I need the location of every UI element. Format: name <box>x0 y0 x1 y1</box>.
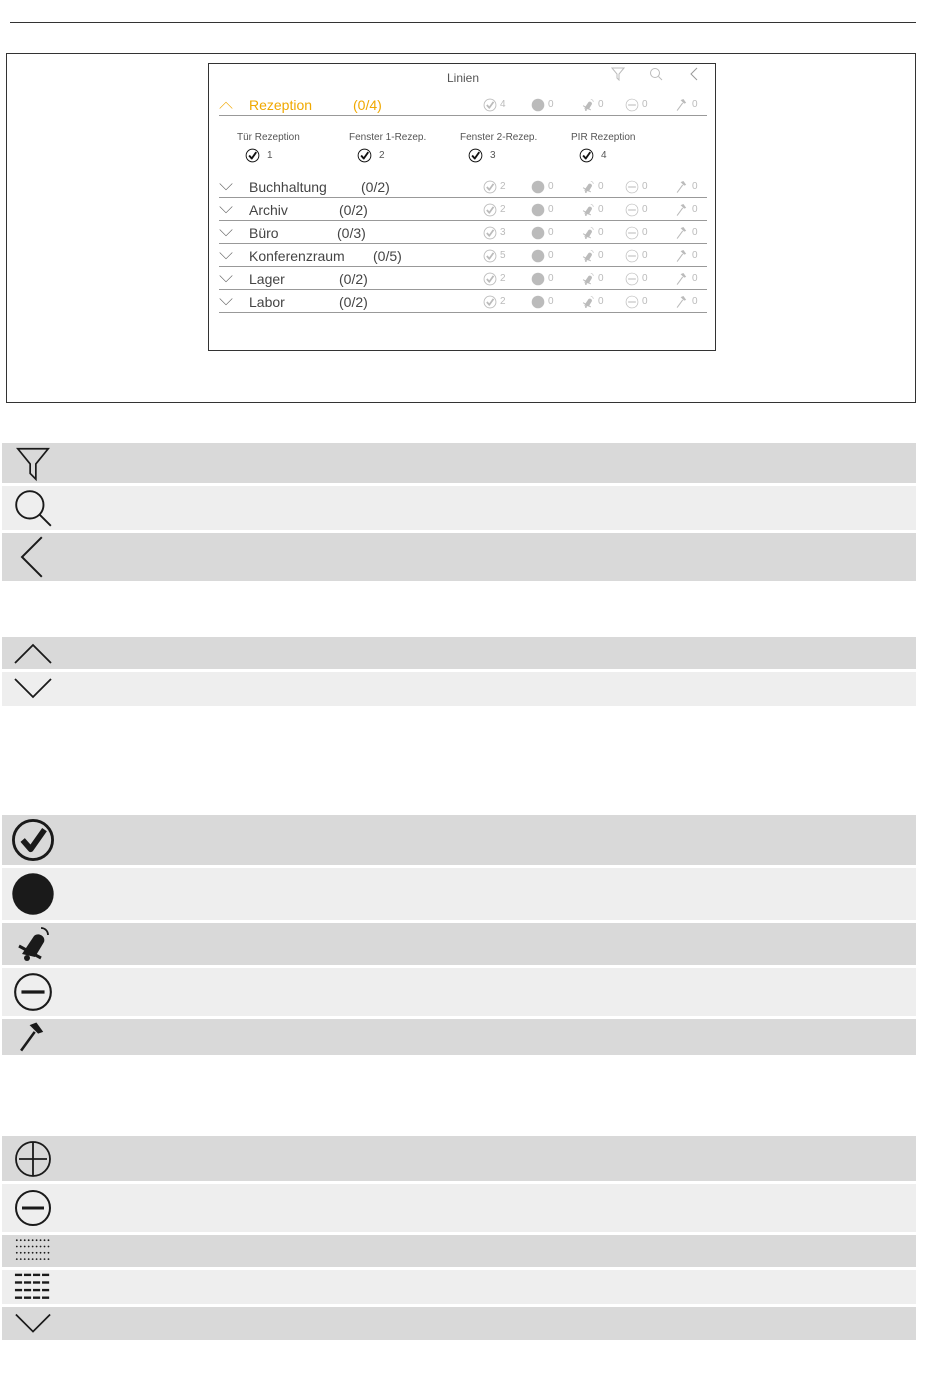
legend-description-cell <box>64 1235 916 1267</box>
group-name: Buchhaltung <box>249 179 327 195</box>
group-row[interactable] <box>219 94 707 116</box>
legend-row <box>2 923 916 965</box>
zone-number: 3 <box>490 150 496 161</box>
minus-circle-icon <box>625 249 639 263</box>
check-circle-icon <box>10 817 56 863</box>
legend-description-cell <box>64 533 916 581</box>
legend-row <box>2 968 916 1016</box>
stat-alarm <box>581 180 604 194</box>
stat-service <box>675 272 698 286</box>
zone-check[interactable] <box>357 148 372 166</box>
stat-disabled <box>625 272 648 286</box>
group-count: (0/5) <box>373 248 402 264</box>
stat-value: 0 <box>692 181 698 192</box>
hammer-icon <box>675 295 689 309</box>
stat-value: 0 <box>692 296 698 307</box>
legend-row <box>2 1270 916 1304</box>
group-name: Rezeption <box>249 97 313 113</box>
filled-circle-icon <box>531 98 545 112</box>
stat-value: 0 <box>642 273 648 284</box>
stat-disabled <box>625 249 648 263</box>
stat-service <box>675 203 698 217</box>
legend-icon-cell <box>2 1019 64 1055</box>
filter-icon <box>14 444 52 482</box>
filled-circle-icon <box>531 180 545 194</box>
check-circle-icon <box>483 249 497 263</box>
stat-active <box>531 249 554 263</box>
chevron-down-icon <box>219 295 233 309</box>
filled-circle-icon <box>531 226 545 240</box>
zone-item[interactable] <box>349 132 427 161</box>
legend-icon-cell <box>2 815 64 865</box>
legend-icon-cell <box>2 1307 64 1340</box>
stat-ok <box>483 98 506 112</box>
zone-item[interactable] <box>571 132 636 161</box>
legend-icon-cell <box>2 443 64 483</box>
legend-row <box>2 1184 916 1232</box>
stat-value: 0 <box>642 99 648 110</box>
legend-icon-cell <box>2 1136 64 1181</box>
stat-value: 0 <box>598 296 604 307</box>
back-icon[interactable] <box>687 67 701 81</box>
filled-circle-icon <box>531 295 545 309</box>
stat-value: 0 <box>598 99 604 110</box>
lines-panel <box>208 63 716 351</box>
minus-circle-icon <box>625 226 639 240</box>
stat-value: 0 <box>548 273 554 284</box>
legend-icon-cell <box>2 1184 64 1232</box>
group-name: Lager <box>249 271 285 287</box>
bell-off-icon <box>581 203 595 217</box>
stat-disabled <box>625 98 648 112</box>
bell-off-icon <box>581 226 595 240</box>
hammer-icon <box>16 1020 50 1054</box>
page-top-rule <box>10 22 916 23</box>
stat-value: 5 <box>500 250 506 261</box>
group-count: (0/3) <box>337 225 366 241</box>
stat-disabled <box>625 295 648 309</box>
legend-row <box>2 868 916 920</box>
stat-value: 0 <box>548 296 554 307</box>
group-name: Konferenzraum <box>249 248 345 264</box>
zone-label: Tür Rezeption <box>237 132 300 143</box>
chevron-down-icon <box>219 180 233 194</box>
group-name: Labor <box>249 294 285 310</box>
bell-off-icon <box>581 180 595 194</box>
group-name: Büro <box>249 225 279 241</box>
bell-off-icon <box>581 98 595 112</box>
stat-value: 0 <box>692 250 698 261</box>
legend-description-cell <box>64 1270 916 1304</box>
stat-value: 0 <box>598 273 604 284</box>
check-circle-icon <box>483 226 497 240</box>
legend-row <box>2 533 916 581</box>
hammer-icon <box>675 226 689 240</box>
check-circle-icon <box>245 148 260 163</box>
back-icon <box>11 535 55 579</box>
hammer-icon <box>675 180 689 194</box>
panel-title: Linien <box>446 71 480 85</box>
stat-value: 2 <box>500 273 506 284</box>
chevron-down-icon <box>14 1305 52 1343</box>
stat-alarm <box>581 203 604 217</box>
stat-value: 0 <box>548 227 554 238</box>
stat-value: 0 <box>598 204 604 215</box>
group-count: (0/2) <box>339 202 368 218</box>
legend-row <box>2 637 916 669</box>
filled-circle-icon <box>531 203 545 217</box>
group-count: (0/2) <box>339 294 368 310</box>
stat-value: 0 <box>692 273 698 284</box>
legend-icon-cell <box>2 486 64 530</box>
minus-circle-icon <box>625 295 639 309</box>
check-circle-icon <box>483 180 497 194</box>
stat-active <box>531 226 554 240</box>
check-circle-icon <box>483 295 497 309</box>
legend-icon-cell <box>2 672 64 706</box>
zone-label: Fenster 2-Rezep. <box>460 132 538 143</box>
stat-value: 0 <box>642 296 648 307</box>
zone-number: 4 <box>601 150 607 161</box>
dash-grid-icon <box>14 1268 52 1306</box>
chevron-down-icon <box>219 272 233 286</box>
hammer-icon <box>675 249 689 263</box>
zone-number: 1 <box>267 150 273 161</box>
row-divider <box>219 266 707 267</box>
stat-value: 0 <box>642 181 648 192</box>
stat-alarm <box>581 226 604 240</box>
stat-value: 0 <box>598 227 604 238</box>
stat-value: 0 <box>692 99 698 110</box>
search-icon[interactable] <box>649 67 663 81</box>
stat-ok <box>483 272 506 286</box>
stat-value: 0 <box>548 250 554 261</box>
group-row[interactable] <box>219 222 707 244</box>
stat-service <box>675 226 698 240</box>
legend-description-cell <box>64 968 916 1016</box>
zone-label: Fenster 1-Rezep. <box>349 132 427 143</box>
legend-description-cell <box>64 443 916 483</box>
legend-description-cell <box>64 672 916 706</box>
check-circle-icon <box>483 203 497 217</box>
minus-circle-icon <box>625 203 639 217</box>
legend-description-cell <box>64 815 916 865</box>
legend-icon-cell <box>2 968 64 1016</box>
stat-value: 0 <box>642 227 648 238</box>
legend-icon-cell <box>2 637 64 669</box>
legend-row <box>2 1235 916 1267</box>
stat-value: 4 <box>500 99 506 110</box>
chevron-up-icon <box>13 633 53 673</box>
zone-check[interactable] <box>245 148 260 166</box>
bell-off-icon <box>581 295 595 309</box>
stat-alarm <box>581 272 604 286</box>
stat-disabled <box>625 203 648 217</box>
legend-icon-cell <box>2 1270 64 1304</box>
minus-circle-icon <box>625 98 639 112</box>
stat-alarm <box>581 295 604 309</box>
row-divider <box>219 220 707 221</box>
bell-off-icon <box>13 924 53 964</box>
search-icon <box>12 487 54 529</box>
group-count: (0/2) <box>339 271 368 287</box>
stat-value: 0 <box>692 227 698 238</box>
group-row[interactable] <box>219 268 707 290</box>
group-row[interactable] <box>219 176 707 198</box>
filter-icon[interactable] <box>611 67 625 81</box>
legend-row <box>2 443 916 483</box>
stat-ok <box>483 295 506 309</box>
chevron-down-icon <box>219 203 233 217</box>
stat-ok <box>483 226 506 240</box>
chevron-down-icon <box>219 226 233 240</box>
stat-active <box>531 272 554 286</box>
zone-check[interactable] <box>468 148 483 166</box>
stat-disabled <box>625 226 648 240</box>
legend-row <box>2 815 916 865</box>
stat-service <box>675 98 698 112</box>
filled-circle-icon <box>531 272 545 286</box>
group-row[interactable] <box>219 291 707 313</box>
legend-description-cell <box>64 1136 916 1181</box>
legend-description-cell <box>64 1184 916 1232</box>
stat-ok <box>483 249 506 263</box>
check-circle-icon <box>483 98 497 112</box>
stat-value: 0 <box>642 204 648 215</box>
legend-description-cell <box>64 868 916 920</box>
hammer-icon <box>675 272 689 286</box>
legend-description-cell <box>64 923 916 965</box>
stat-value: 2 <box>500 204 506 215</box>
stat-value: 0 <box>598 250 604 261</box>
check-circle-icon <box>483 272 497 286</box>
legend-description-cell <box>64 637 916 669</box>
row-divider <box>219 197 707 198</box>
stat-service <box>675 295 698 309</box>
group-count: (0/2) <box>361 179 390 195</box>
stat-active <box>531 98 554 112</box>
filled-circle-icon <box>531 249 545 263</box>
row-divider <box>219 312 707 313</box>
zone-check[interactable] <box>579 148 594 166</box>
group-name: Archiv <box>249 202 288 218</box>
bell-off-icon <box>581 272 595 286</box>
legend-row <box>2 486 916 530</box>
legend-row <box>2 1307 916 1340</box>
group-row[interactable] <box>219 245 707 267</box>
chevron-up-icon <box>219 98 233 112</box>
legend-icon-cell <box>2 923 64 965</box>
legend-icon-cell <box>2 1235 64 1267</box>
legend-description-cell <box>64 486 916 530</box>
stat-alarm <box>581 98 604 112</box>
legend-row <box>2 1136 916 1181</box>
stat-active <box>531 180 554 194</box>
stat-alarm <box>581 249 604 263</box>
stat-value: 0 <box>548 181 554 192</box>
stat-service <box>675 249 698 263</box>
minus-circle-icon <box>625 272 639 286</box>
row-divider <box>219 289 707 290</box>
stat-value: 2 <box>500 296 506 307</box>
row-divider <box>219 243 707 244</box>
legend-row <box>2 672 916 706</box>
hammer-icon <box>675 203 689 217</box>
filled-circle-icon <box>10 871 56 917</box>
group-count: (0/4) <box>353 97 382 113</box>
zone-item[interactable] <box>237 132 300 161</box>
zone-item[interactable] <box>460 132 538 161</box>
stat-value: 3 <box>500 227 506 238</box>
chevron-down-icon <box>13 669 53 709</box>
chevron-down-icon <box>219 249 233 263</box>
stat-value: 0 <box>548 99 554 110</box>
stat-disabled <box>625 180 648 194</box>
legend-icon-cell <box>2 533 64 581</box>
minus-circle-icon <box>12 971 54 1013</box>
legend-icon-cell <box>2 868 64 920</box>
stat-value: 2 <box>500 181 506 192</box>
stat-value: 0 <box>548 204 554 215</box>
hammer-icon <box>675 98 689 112</box>
check-circle-icon <box>357 148 372 163</box>
zone-number: 2 <box>379 150 385 161</box>
stat-value: 0 <box>692 204 698 215</box>
minus-circle-icon <box>625 180 639 194</box>
dot-grid-icon <box>15 1233 51 1269</box>
check-circle-icon <box>468 148 483 163</box>
stat-value: 0 <box>598 181 604 192</box>
stat-active <box>531 203 554 217</box>
minus-circle-icon <box>13 1188 53 1228</box>
bell-off-icon <box>581 249 595 263</box>
legend-description-cell <box>64 1019 916 1055</box>
stat-ok <box>483 180 506 194</box>
stat-active <box>531 295 554 309</box>
stat-ok <box>483 203 506 217</box>
stat-service <box>675 180 698 194</box>
check-circle-icon <box>579 148 594 163</box>
plus-circle-icon <box>13 1139 53 1179</box>
zone-label: PIR Rezeption <box>571 132 636 143</box>
legend-description-cell <box>64 1307 916 1340</box>
stat-value: 0 <box>642 250 648 261</box>
group-row[interactable] <box>219 199 707 221</box>
legend-row <box>2 1019 916 1055</box>
row-divider <box>219 115 707 116</box>
